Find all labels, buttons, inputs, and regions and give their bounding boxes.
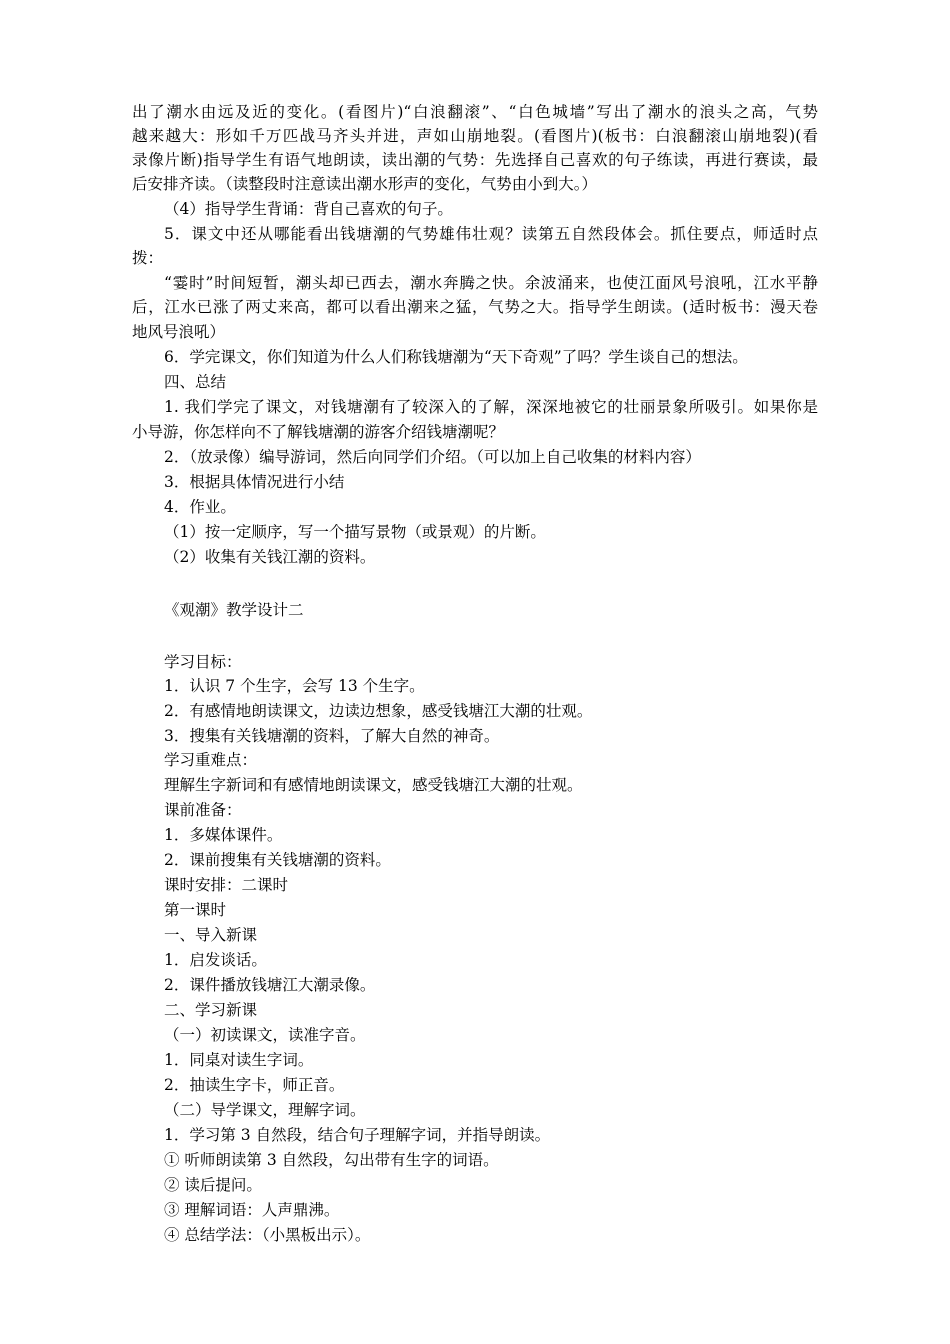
text-line: 越来越大：形如千万匹战马齐头并进，声如山崩地裂。(看图片)(板书：白浪翻滚山崩地裂)(看 [132,127,818,145]
text-line: （一）初读课文，读准字音。 [164,1026,366,1044]
text-line: 2．有感情地朗读课文，边读边想象，感受钱塘江大潮的壮观。 [164,702,593,720]
text-line: 2．课件播放钱塘江大潮录像。 [164,976,376,994]
text-line: 后安排齐读。（读整段时注意读出潮水形声的变化，气势由小到大。） [132,175,598,193]
text-line: 1．学习第 3 自然段，结合句子理解字词，并指导朗读。 [164,1126,551,1144]
section-heading: 二、学习新课 [164,1001,258,1019]
text-line: 1．认识 7 个生字，会写 13 个生字。 [164,677,425,695]
text-line: ③ 理解词语：人声鼎沸。 [164,1201,340,1219]
text-line: 5．课文中还从哪能看出钱塘潮的气势雄伟壮观？读第五自然段体会。抓住要点，师适时点 [164,225,818,243]
text-line: 1．启发谈话。 [164,951,267,969]
text-line: 1．多媒体课件。 [164,826,283,844]
document-title: 《观潮》教学设计二 [164,601,304,619]
text-line: “霎时”时间短暂，潮头却已西去，潮水奔腾之快。余波涌来，也使江面风号浪吼，江水平静 [164,274,818,292]
text-line: 地风号浪吼） [132,323,226,341]
section-heading: 学习重难点： [164,751,258,769]
section-heading: 第一课时 [164,901,227,919]
text-line: 4．作业。 [164,498,236,516]
text-line: ① 听师朗读第 3 自然段，勾出带有生字的词语。 [164,1151,499,1169]
text-line: ② 读后提问。 [164,1176,262,1194]
text-line: （2）收集有关钱江潮的资料。 [164,548,376,566]
section-heading: 学习目标： [164,653,242,671]
text-line: 3．搜集有关钱塘潮的资料，了解大自然的神奇。 [164,727,500,745]
text-line: 小导游，你怎样向不了解钱塘潮的游客介绍钱塘潮呢？ [132,423,505,441]
text-line: ④ 总结学法：（小黑板出示）。 [164,1226,371,1244]
section-heading: 课前准备： [164,801,242,819]
text-line: 后，江水已涨了两丈来高，都可以看出潮来之猛，气势之大。指导学生朗读。(适时板书：漫天卷 [132,298,818,316]
text-line: 理解生字新词和有感情地朗读课文，感受钱塘江大潮的壮观。 [164,776,583,794]
text-line: 3．根据具体情况进行小结 [164,473,345,491]
text-line: 拨： [132,249,164,267]
text-line: 2．抽读生字卡，师正音。 [164,1076,345,1094]
text-line: 出了潮水由远及近的变化。(看图片)“白浪翻滚”、“白色城墙”写出了潮水的浪头之高，气势 [132,103,818,121]
text-line: 2．（放录像）编导游词，然后向同学们介绍。（可以加上自己收集的材料内容） [164,448,701,466]
section-heading: 四、总结 [164,373,227,391]
text-line: （二）导学课文，理解字词。 [164,1101,366,1119]
text-line: 2．课前搜集有关钱塘潮的资料。 [164,851,391,869]
text-line: 1. 我们学完了课文，对钱塘潮有了较深入的了解，深深地被它的壮丽景象所吸引。如果你是 [164,398,818,416]
section-heading: 一、导入新课 [164,926,258,944]
text-line: 1．同桌对读生字词。 [164,1051,314,1069]
text-line: 6．学完课文，你们知道为什么人们称钱塘潮为“天下奇观”了吗？学生谈自己的想法。 [164,348,748,366]
text-line: （4）指导学生背诵：背自己喜欢的句子。 [164,200,453,218]
text-line: 录像片断)指导学生有语气地朗读，读出潮的气势：先选择自己喜欢的句子练读，再进行赛读，最 [132,151,818,169]
text-line: （1）按一定顺序，写一个描写景物（或景观）的片断。 [164,523,546,541]
text-line: 课时安排：二课时 [164,876,289,894]
